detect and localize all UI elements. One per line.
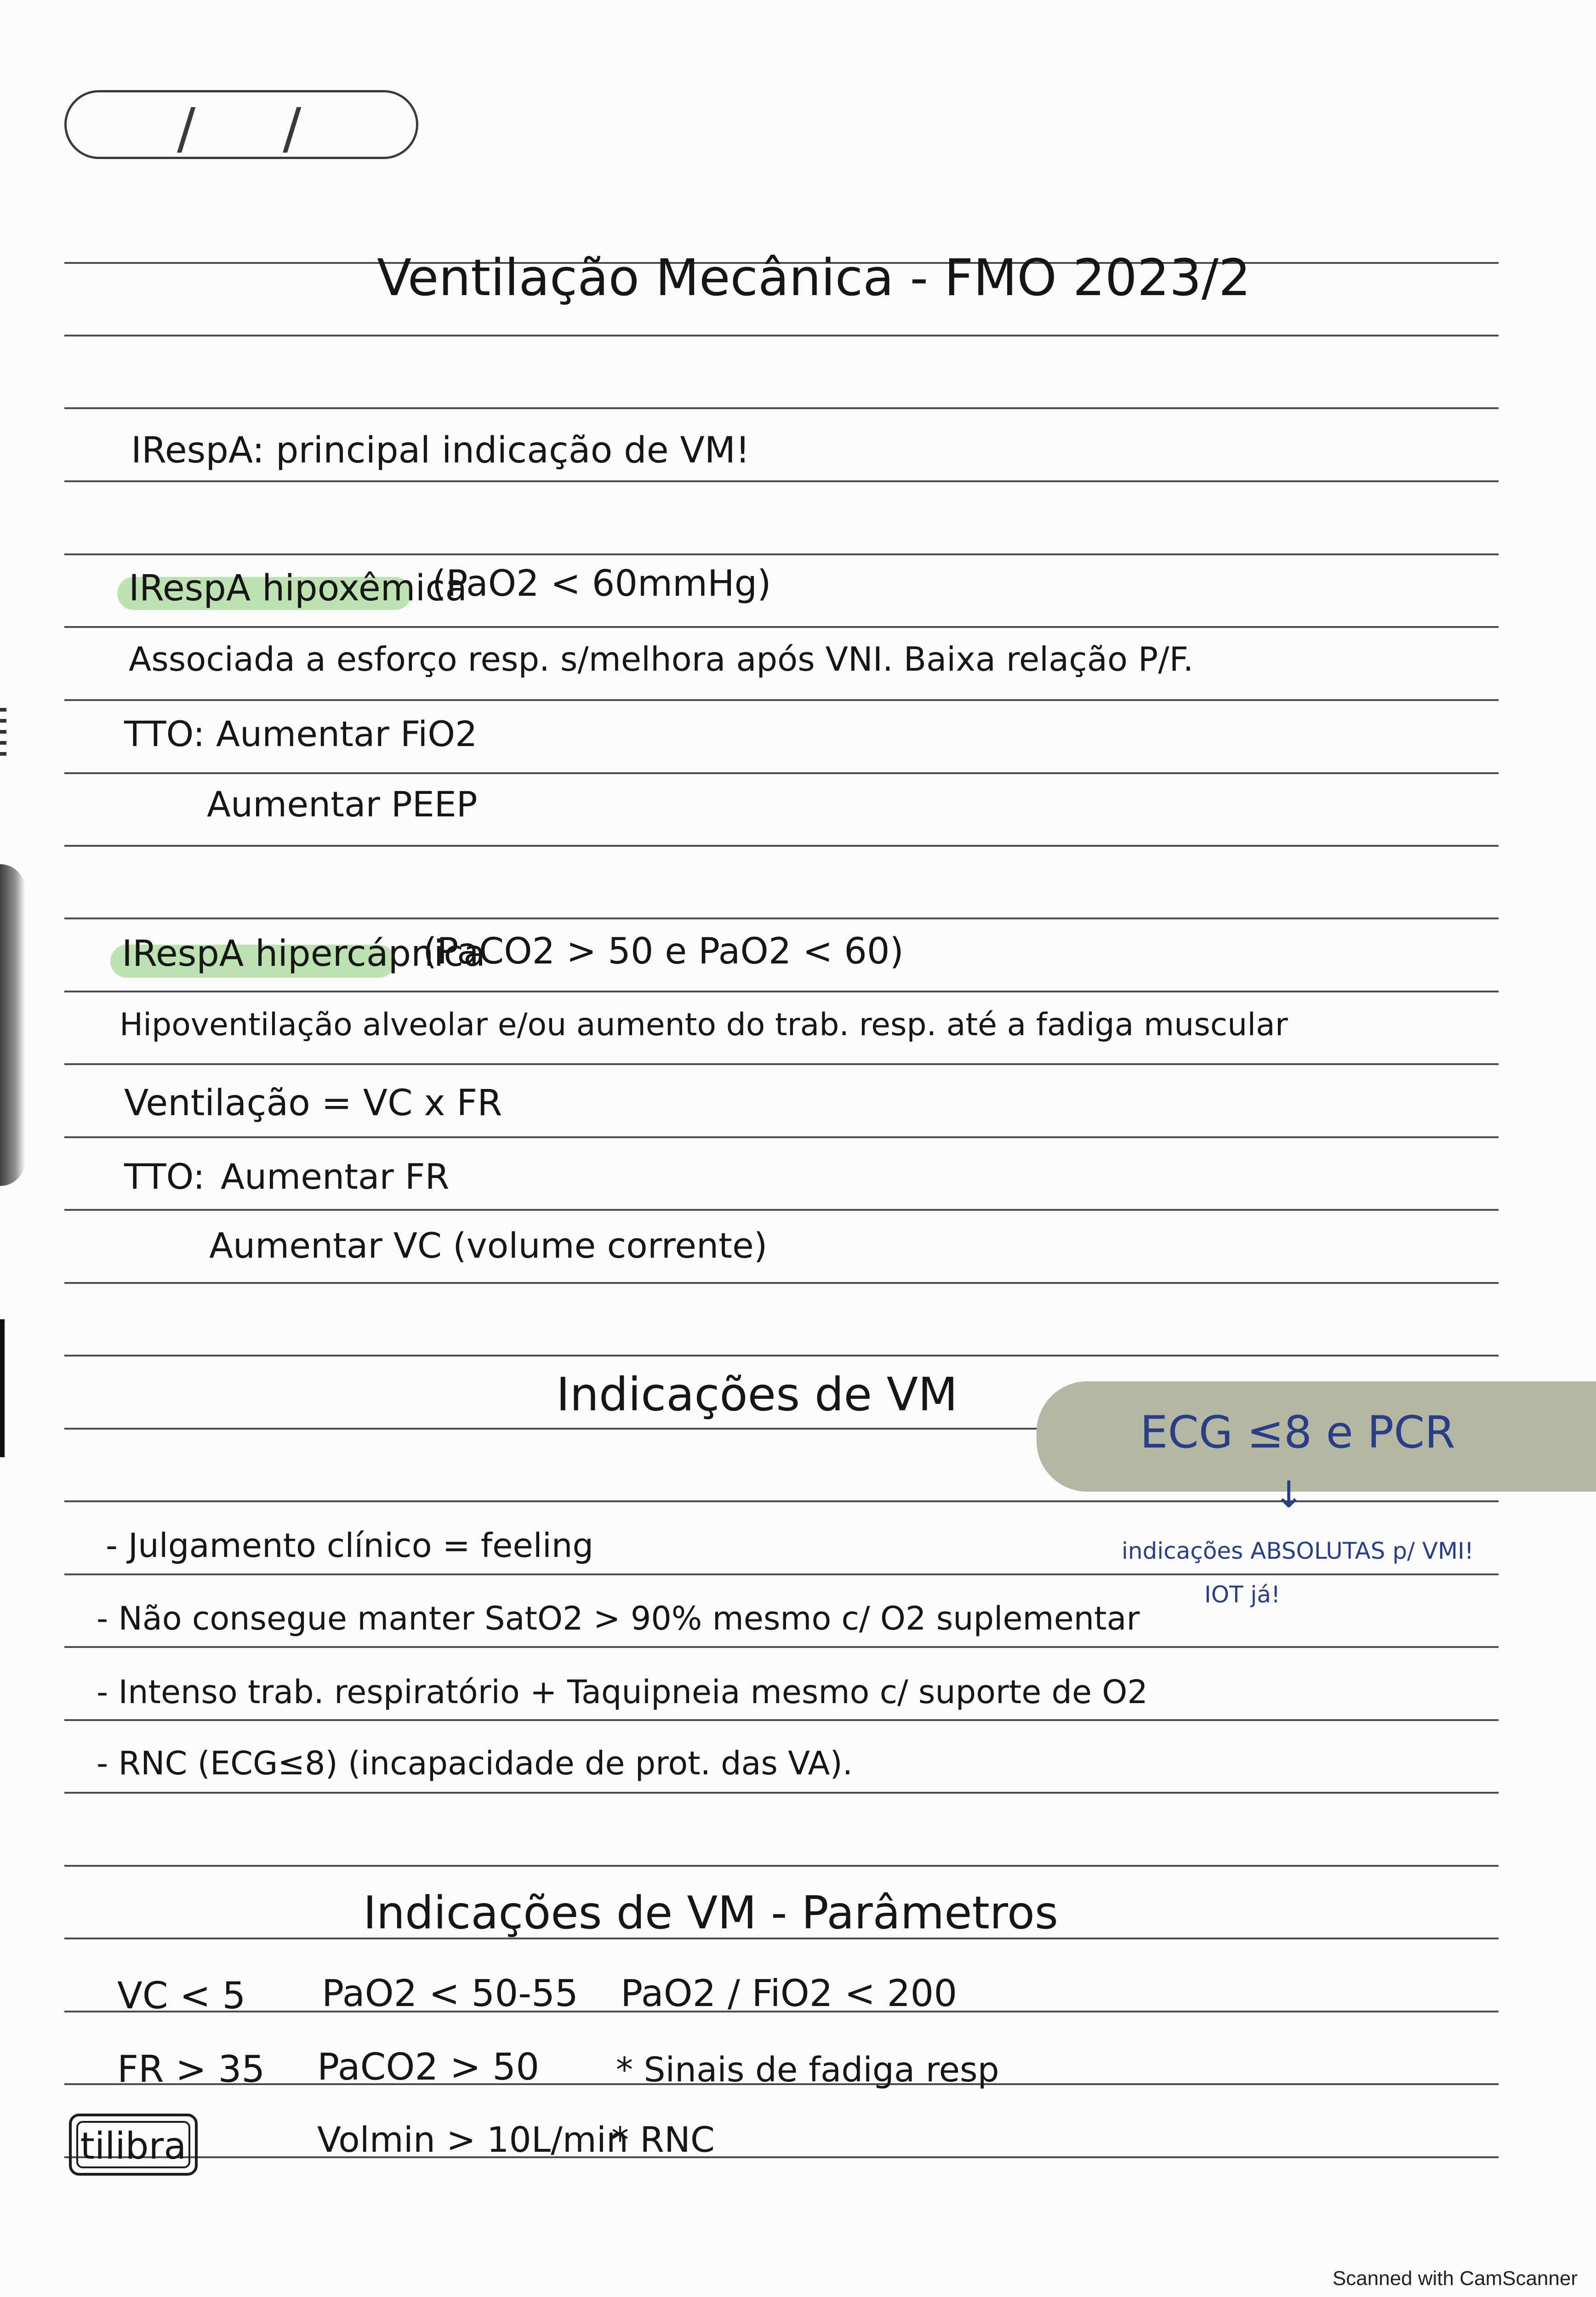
tto-item: Aumentar VC (volume corrente) [209, 1225, 768, 1266]
brand-label: tilibra [76, 2121, 190, 2168]
page-title: Ventilação Mecânica - FMO 2023/2 [377, 248, 1251, 307]
absolute-indications-note: indicações ABSOLUTAS p/ VMI! [1122, 1538, 1474, 1564]
tilibra-logo [69, 2114, 198, 2176]
parameter-cell: * Sinais de fadiga resp [616, 2050, 999, 2090]
parameter-cell: Volmin > 10L/min [317, 2119, 628, 2160]
edge-ticks [0, 708, 6, 763]
ruled-line [64, 699, 1499, 701]
parameter-cell: VC < 5 [117, 1974, 246, 2017]
ruled-line [64, 845, 1499, 847]
indication-item: - Intenso trab. respiratório + Taquipneia mesmo c/ suporte de O2 [97, 1673, 1148, 1711]
hypoxemic-criteria: (PaO2 < 60mmHg) [432, 563, 771, 604]
edge-shadow [0, 864, 25, 1186]
parameter-cell: PaO2 / FiO2 < 200 [621, 1972, 958, 2015]
iot-note: IOT já! [1204, 1581, 1281, 1608]
ruled-line [64, 1719, 1499, 1721]
ruled-line [64, 480, 1499, 482]
parameters-heading: Indicações de VM - Parâmetros [363, 1887, 1059, 1939]
ruled-line [64, 991, 1499, 992]
tto-label: TTO: [124, 713, 205, 754]
edge-bar [0, 1319, 5, 1457]
ruled-line [64, 553, 1499, 555]
sticky-note-text: ECG ≤8 e PCR [1140, 1407, 1455, 1458]
ruled-line [64, 918, 1499, 919]
intro-line: IRespA: principal indicação de VM! [131, 430, 750, 471]
ruled-line [64, 626, 1499, 628]
ruled-line [64, 1792, 1499, 1794]
date-slash: / [177, 97, 196, 161]
hypoxemic-heading: IRespA hipoxêmica [129, 568, 467, 609]
ruled-line [64, 2156, 1499, 2158]
ruled-line [64, 407, 1499, 409]
date-field [64, 90, 418, 159]
ventilation-formula: Ventilação = VC x FR [124, 1083, 502, 1124]
tto-item: Aumentar FR [221, 1156, 450, 1197]
ruled-line [64, 1355, 1499, 1357]
scanner-watermark: Scanned with CamScanner [1332, 2267, 1578, 2290]
hypercapnic-heading: IRespA hipercápnica [122, 933, 485, 975]
ruled-line [64, 772, 1499, 774]
indication-item: - RNC (ECG≤8) (incapacidade de prot. das VA). [97, 1744, 853, 1782]
parameter-cell: * RNC [611, 2119, 715, 2160]
tto-label: TTO: [124, 1156, 205, 1197]
tto-item: Aumentar FiO2 [216, 713, 478, 754]
date-slash: / [283, 97, 302, 161]
ruled-line [64, 335, 1499, 336]
indications-heading: Indicações de VM [556, 1368, 958, 1421]
ruled-line [64, 1646, 1499, 1648]
hypercapnic-description: Hipoventilação alveolar e/ou aumento do trab. resp. até a fadiga muscular [120, 1007, 1288, 1043]
hypercapnic-criteria: (PaCO2 > 50 e PaO2 < 60) [423, 931, 904, 972]
ruled-line [64, 1573, 1499, 1575]
parameter-cell: FR > 35 [117, 2048, 265, 2091]
parameter-cell: PaCO2 > 50 [317, 2046, 540, 2088]
tto-item: Aumentar PEEP [207, 784, 478, 825]
indication-item: - Não consegue manter SatO2 > 90% mesmo c/ O2 suplementar [97, 1600, 1140, 1637]
ruled-line [64, 1282, 1499, 1284]
arrow-down-icon: ↓ [1273, 1473, 1305, 1516]
indication-item: - Julgamento clínico = feeling [106, 1526, 594, 1565]
ruled-line [64, 1865, 1499, 1867]
parameter-cell: PaO2 < 50-55 [322, 1972, 578, 2015]
ruled-line [64, 1209, 1499, 1211]
hypoxemic-description: Associada a esforço resp. s/melhora após VNI. Baixa relação P/F. [129, 640, 1194, 678]
ruled-line [64, 1063, 1499, 1065]
ruled-line [64, 1136, 1499, 1138]
